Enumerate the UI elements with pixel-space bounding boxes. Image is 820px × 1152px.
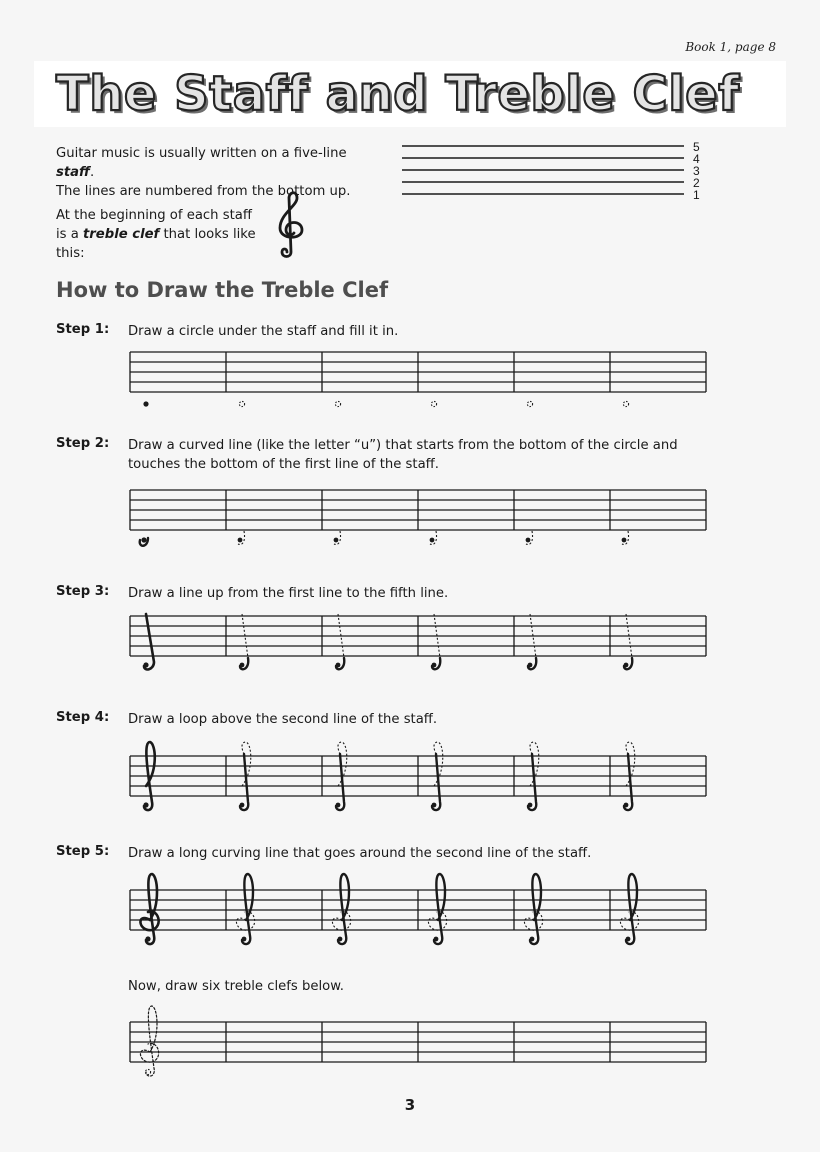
- demo-staff: [398, 138, 718, 202]
- intro-clef-pre: At the beginning of each staff: [56, 208, 252, 223]
- staff-line-number-4: 4: [693, 152, 700, 166]
- step-1-label: Step 1:: [56, 322, 110, 337]
- step-4-text: Draw a loop above the second line of the staff.: [128, 712, 438, 727]
- intro-clef-mid: is a: [56, 227, 83, 242]
- step-4-label: Step 4:: [56, 710, 110, 725]
- staff-line-number-2: 2: [693, 176, 700, 190]
- intro-line1-pre: Guitar music is usually written on a five-line: [56, 146, 347, 161]
- step-5-text: Draw a long curving line that goes around the second line of the staff.: [128, 846, 592, 861]
- intro-clef-post: that looks like this:: [56, 227, 256, 261]
- step-3-label: Step 3:: [56, 584, 110, 599]
- step-2-text: Draw a curved line (like the letter “u”) that starts from the bottom of the circle and touches the bottom of the first line of the staff.: [128, 438, 678, 472]
- step-2-staff: [126, 478, 716, 558]
- page-number: 3: [404, 1096, 416, 1114]
- step-3-text: Draw a line up from the first line to the fifth line.: [128, 586, 449, 601]
- final-instruction: Now, draw six treble clefs below.: [128, 979, 344, 994]
- intro-treble-clef-term: treble clef: [83, 227, 160, 242]
- book-page-reference: Book 1, page 8: [685, 40, 776, 54]
- step-5-staff: [126, 868, 716, 952]
- step-1-staff: [126, 340, 716, 420]
- practice-staff: [126, 1002, 716, 1086]
- step-1-text: Draw a circle under the staff and fill it in.: [128, 324, 399, 339]
- section-title: How to Draw the Treble Clef: [56, 278, 389, 302]
- intro-staff-term: staff: [56, 165, 91, 180]
- step-4-staff: [126, 736, 716, 820]
- page-title: The Staff and Treble Clef: [56, 66, 740, 122]
- staff-line-number-3: 3: [693, 164, 700, 178]
- intro-clef-text: [56, 206, 276, 263]
- treble-clef-icon: [270, 190, 310, 260]
- staff-line-number-1: 1: [693, 188, 700, 202]
- step-2-label: Step 2:: [56, 436, 110, 451]
- step-5-label: Step 5:: [56, 844, 110, 859]
- intro-line2: The lines are numbered from the bottom up.: [56, 184, 351, 199]
- intro-staff-text: [56, 144, 386, 201]
- staff-line-number-5: 5: [693, 140, 700, 154]
- step-3-staff: [126, 604, 716, 684]
- intro-line1-post: .: [90, 165, 95, 180]
